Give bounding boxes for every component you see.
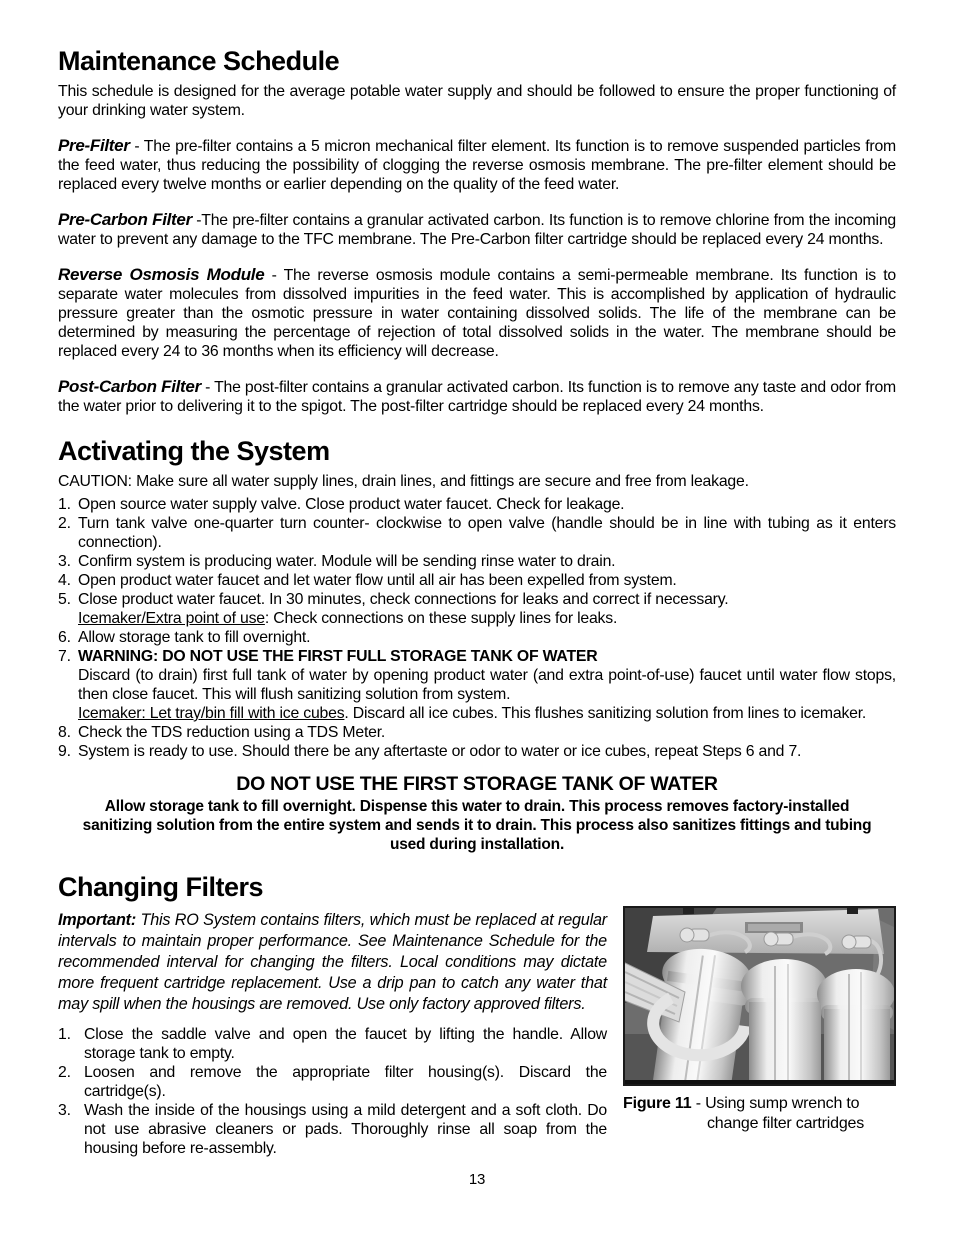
list-item-text: Icemaker/Extra point of use <box>78 610 265 627</box>
definition-term: Pre-Filter <box>58 136 130 155</box>
warning-banner-title: DO NOT USE THE FIRST STORAGE TANK OF WATER <box>236 773 718 795</box>
list-item-number: 1. <box>58 496 71 513</box>
figure-column <box>623 906 896 1134</box>
definition-term: Pre-Carbon Filter <box>58 210 192 229</box>
list-item <box>58 742 896 761</box>
list-item-text: Turn tank valve one-quarter turn counter- clockwise to open valve (handle should be in line with tubing as it enters connection). <box>78 515 896 551</box>
list-item-number: 3. <box>58 553 71 570</box>
list-item <box>58 1063 607 1101</box>
definition-paragraph <box>58 377 896 416</box>
definition-paragraph <box>58 265 896 361</box>
maintenance-intro-text: This schedule is designed for the average potable water supply and should be followed to ensure the proper functioning of your drinking water system. <box>58 83 896 119</box>
list-item <box>58 571 896 590</box>
list-item-text: System is ready to use. Should there be any aftertaste or odor to water or ice cubes, repeat Steps 6 and 7. <box>78 743 802 760</box>
list-item <box>58 723 896 742</box>
list-item-text: Check the TDS reduction using a TDS Meter. <box>78 724 386 741</box>
list-item-text: Allow storage tank to fill overnight. <box>78 629 311 646</box>
list-item-text: Open source water supply valve. Close product water faucet. Check for leakage. <box>78 496 625 513</box>
list-item-text: Open product water faucet and let water flow until all air has been expelled from system. <box>78 572 677 589</box>
list-item <box>58 495 896 514</box>
list-item-number: 4. <box>58 572 71 589</box>
caution-text: CAUTION: Make sure all water supply lines, drain lines, and fittings are secure and free from leakage. <box>58 473 749 490</box>
list-item-text: Close product water faucet. In 30 minutes, check connections for leaks and correct if necessary. <box>78 591 729 608</box>
important-body: This RO System contains filters, which must be replaced at regular intervals to maintain proper performance. See Maintenance Schedule for the recommended interval for changing the filters. Local conditions may dictate more frequent cartridge replacement. Use a drip pan to catch any water that may spill when the housings are removed. Use only factory approved filters. <box>58 911 607 1013</box>
activating-steps-list <box>58 495 896 761</box>
list-item <box>58 590 896 628</box>
list-item <box>58 647 896 723</box>
list-item-text: Loosen and remove the appropriate filter housing(s). Discard the cartridge(s). <box>84 1064 607 1100</box>
list-item-number: 8. <box>58 724 71 741</box>
warning-banner-body: Allow storage tank to fill overnight. Dispense this water to drain. This process removes factory-installed sanitizing solution from the entire system and sends it to drain. This process also sanitizes fittings and tubing used during installation. <box>82 798 872 853</box>
figure-caption-label: Figure 11 <box>623 1095 692 1112</box>
section-title-changing-filters: Changing Filters <box>58 872 264 902</box>
list-item <box>58 552 896 571</box>
section-title-maintenance-schedule: Maintenance Schedule <box>58 46 340 76</box>
definition-paragraph <box>58 210 896 249</box>
list-item-number: 9. <box>58 743 71 760</box>
list-item-number: 2. <box>58 1064 71 1081</box>
page-number: 13 <box>468 1171 486 1188</box>
figure-caption-line2: change filter cartridges <box>707 1115 865 1132</box>
list-item-text: Confirm system is producing water. Module will be sending rinse water to drain. <box>78 553 616 570</box>
list-item <box>58 628 896 647</box>
list-item-text: Close the saddle valve and open the faucet by lifting the handle. Allow storage tank to empty. <box>84 1026 607 1062</box>
changing-filters-text-column <box>58 910 607 1158</box>
definition-body: - The post-filter contains a granular activated carbon. Its function is to remove any taste and odor from the water prior to delivering it to the spigot. The post-filter cartridge should be replaced every 24 months. <box>58 379 897 415</box>
list-item-text: WARNING: DO NOT USE THE FIRST FULL STORAGE TANK OF WATER <box>78 648 598 665</box>
list-item-text: Icemaker: Let tray/bin fill with ice cubes <box>78 705 345 722</box>
list-item-number: 5. <box>58 591 71 608</box>
definition-term: Reverse Osmosis Module <box>58 265 265 284</box>
figure-caption <box>623 1094 896 1134</box>
list-item-text: Wash the inside of the housings using a mild detergent and a soft cloth. Do not use abrasive cleaners or pads. Thoroughly rinse all soap from the housing before re-assembly. <box>84 1102 607 1157</box>
section-title-activating-system: Activating the System <box>58 436 330 466</box>
list-item-text: . Discard all ice cubes. This flushes sanitizing solution from lines to icemaker. <box>344 705 867 722</box>
definition-paragraph <box>58 136 896 194</box>
list-item-text: : Check connections on these supply lines for leaks. <box>264 610 618 627</box>
list-item <box>58 514 896 552</box>
list-item-number: 7. <box>58 648 71 665</box>
list-item-number: 2. <box>58 515 71 532</box>
list-item-number: 1. <box>58 1026 71 1043</box>
definition-term: Post-Carbon Filter <box>58 377 201 396</box>
definition-body: - The reverse osmosis module contains a semi-permeable membrane. Its function is to separate water molecules from dissolved impurities in the feed water. This is accomplished by application of hydraulic pressure greater than the osmotic pressure in water containing dissolved solids. The life of the membrane can be determined by measuring the percentage of rejection of total dissolved solids in the water. The membrane should be replaced every 24 to 36 months when its efficiency will decrease. <box>58 267 896 360</box>
changing-steps-list <box>58 1025 607 1158</box>
definition-body: - The pre-filter contains a 5 micron mechanical filter element. Its function is to remove suspended particles from the feed water, thus reducing the possibility of clogging the reverse osmosis membrane. The pre-filter element should be replaced every twelve months or earlier depending on the quality of the feed water. <box>58 138 896 193</box>
list-item <box>58 1025 607 1063</box>
maintenance-definitions <box>58 136 896 416</box>
figure-caption-text: - Using sump wrench to <box>691 1095 860 1112</box>
important-note <box>58 910 607 1015</box>
changing-filters-columns <box>58 910 896 1158</box>
list-item-number: 3. <box>58 1102 71 1119</box>
list-item-number: 6. <box>58 629 71 646</box>
list-item-text: Discard (to drain) first full tank of water by opening product water (and extra point-of-use) faucet until water flow stops, then close faucet. This will flush sanitizing solution from system. <box>78 667 896 703</box>
filter-cartridges-photo <box>623 906 896 1086</box>
definition-body: -The pre-filter contains a granular activated carbon. Its function is to remove chlorine from the incoming water to prevent any damage to the TFC membrane. The Pre-Carbon filter cartridge should be replaced every 24 months. <box>58 212 896 248</box>
important-label: Important: <box>58 911 137 929</box>
list-item <box>58 1101 607 1158</box>
